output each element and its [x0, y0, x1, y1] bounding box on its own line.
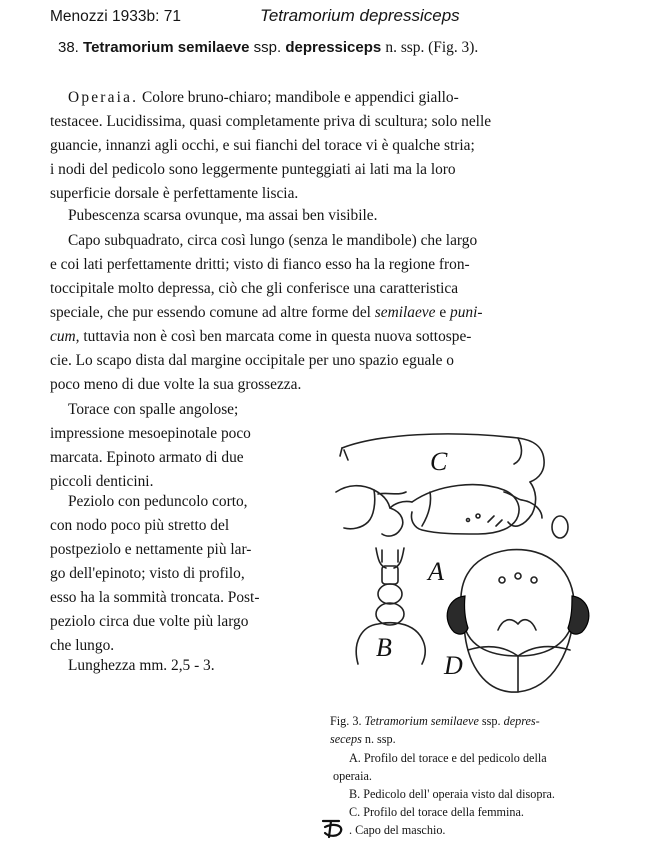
- text-line: superficie dorsale è perfettamente liscia.: [50, 185, 299, 202]
- text-line: con nodo poco più stretto del: [50, 517, 230, 534]
- paragraph-head: [50, 229, 602, 397]
- figure-label-b: B: [376, 633, 392, 662]
- handwritten-d-mark: [317, 817, 347, 839]
- figure-label-d: D: [444, 651, 463, 680]
- drawing-a-worker-thorax-profile: [336, 485, 542, 536]
- text-line: marcata. Epinoto armato di due: [50, 449, 244, 466]
- text-line: guancie, innanzi agli occhi, e sui fianchi del torace vi è qualche stria;: [50, 137, 475, 154]
- text-line: esso ha la sommità troncata. Post-: [50, 589, 260, 606]
- drawing-d-eye-right: [568, 596, 589, 634]
- text-line: Colore bruno-chiaro; mandibole e appendici giallo-: [142, 89, 459, 106]
- title-rank: ssp.: [253, 39, 282, 56]
- caption-item-a: A. Profilo del torace e del pedicolo della: [349, 751, 547, 765]
- text-line: Lunghezza mm. 2,5 - 3.: [68, 657, 215, 674]
- paragraph-thorax: [50, 398, 304, 494]
- header-reference: Menozzi 1933b: 71: [50, 8, 181, 25]
- text-line: i nodi del pedicolo sono leggermente punteggiati ai lati ma la loro: [50, 161, 456, 178]
- text-line: go dell'epinoto; visto di profilo,: [50, 565, 245, 582]
- paragraph-worker-description: [50, 86, 602, 206]
- title-species: Tetramorium semilaeve: [83, 39, 250, 56]
- paragraph-length: [50, 654, 304, 678]
- header-species-name: Tetramorium depressiceps: [260, 6, 460, 25]
- lead-word-operaia: Operaia.: [68, 89, 139, 106]
- caption-item-a-cont: operaia.: [333, 769, 372, 783]
- caption-item-b: B. Pedicolo dell' operaia visto dal disopra.: [349, 787, 555, 801]
- drawing-d-eye-left: [447, 596, 468, 634]
- text-line: Peziolo con peduncolo corto,: [68, 493, 248, 510]
- figure-ant-drawings: [318, 430, 608, 700]
- text-line: Torace con spalle angolose;: [68, 401, 239, 418]
- text-line: peziolo circa due volte più largo: [50, 613, 249, 630]
- paragraph-petiole: [50, 490, 304, 658]
- text-line: cum, tuttavia non è così ben marcata come in questa nuova sottospe-: [50, 328, 472, 345]
- text-line: Capo subquadrato, circa così lungo (senza le mandibole) che largo: [68, 232, 478, 249]
- title-suffix: n. ssp. (Fig. 3).: [385, 39, 479, 56]
- figure-label-c: C: [430, 447, 448, 476]
- text-line: postpeziolo e nettamente più lar-: [50, 541, 252, 558]
- section-title: [58, 39, 478, 57]
- text-line: impressione mesoepinotale poco: [50, 425, 251, 442]
- text-line: piccoli denticini.: [50, 473, 154, 490]
- figure-caption-title: Fig. 3. Tetramorium semilaeve ssp. depres-: [330, 714, 540, 728]
- title-number: 38.: [58, 39, 79, 56]
- text-line: che lungo.: [50, 637, 115, 654]
- title-subspecies: depressiceps: [285, 39, 382, 56]
- figure-caption-title-cont: seceps n. ssp.: [330, 732, 396, 746]
- text-line: testacee. Lucidissima, quasi completamente priva di scultura; solo nelle: [50, 113, 492, 130]
- text-line: speciale, che pur essendo comune ad altre forme del semilaeve e puni-: [50, 304, 483, 321]
- text-line: toccipitale molto depressa, ciò che gli conferisce una caratteristica: [50, 280, 459, 297]
- taxon-semilaeve: semilaeve: [374, 304, 436, 321]
- caption-item-d: . Capo del maschio.: [349, 823, 445, 838]
- figure-label-a: A: [428, 557, 444, 586]
- paragraph-pubescence: [50, 204, 602, 228]
- text-line: e coi lati perfettamente dritti; visto di fianco esso ha la regione fron-: [50, 256, 470, 273]
- caption-item-c: C. Profilo del torace della femmina.: [349, 805, 524, 819]
- drawing-d-male-head: [461, 550, 574, 693]
- taxon-punicum: puni-: [450, 304, 483, 321]
- text-line: Pubescenza scarsa ovunque, ma assai ben visibile.: [68, 207, 378, 224]
- text-line: cie. Lo scapo dista dal margine occipitale per uno spazio eguale o: [50, 352, 454, 369]
- text-line: poco meno di due volte la sua grossezza.: [50, 376, 302, 393]
